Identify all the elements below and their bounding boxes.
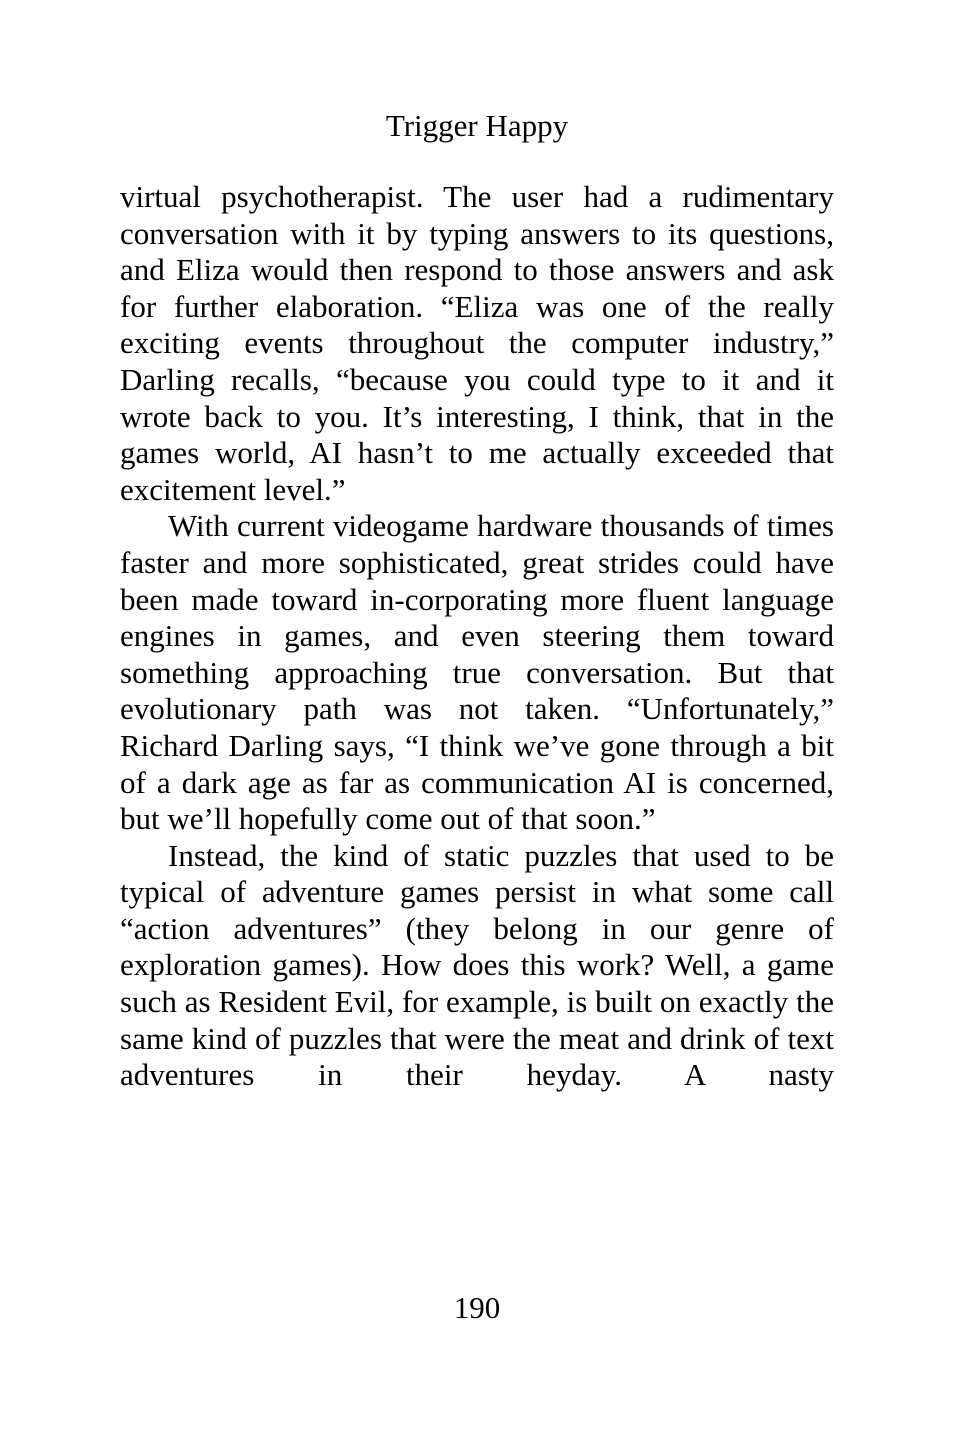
page-number: 190 bbox=[453, 1290, 501, 1325]
paragraph-1: virtual psychotherapist. The user had a rudimentary conversation with it by typing answers to its questions, and Eliza would then respond to those answers and ask for further elaboration. “Eliza was one of the really exciting events throughout the computer industry,” Darling recalls, “because you could type to it and it wrote back to you. It’s interesting, I think, that in the games world, AI hasn’t to me actually exceeded that excitement level.” bbox=[120, 179, 834, 507]
running-header-title: Trigger Happy bbox=[385, 108, 569, 143]
paragraph-2: With current videogame hardware thousands of times faster and more sophisticated, great strides could have been made toward in-corporating more fluent language engines in games, and even steering them toward something approaching true conversation. But that evolutionary path was not taken. “Unfortunately,” Richard Darling says, “I think we’ve gone through a bit of a dark age as far as communication AI is concerned, but we’ll hopefully come out of that soon.” bbox=[120, 508, 834, 837]
paragraph-3: Instead, the kind of static puzzles that used to be typical of adventure games persist in what some call “action adventures” (they belong in our genre of exploration games). How does this work? Well, a game such as Resident Evil, for example, is built on exactly the same kind of puzzles that were the meat and drink of text adventures in their heyday. A nasty bbox=[120, 837, 834, 1093]
page-body bbox=[120, 179, 834, 1094]
